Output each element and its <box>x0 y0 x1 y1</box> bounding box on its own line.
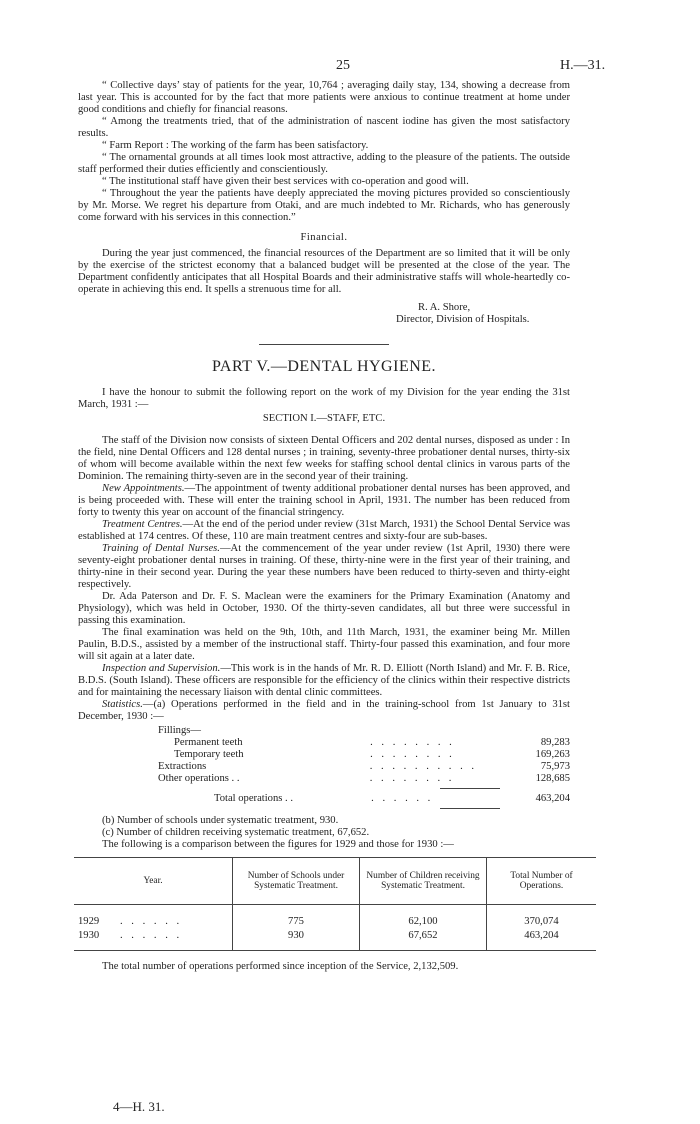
paragraph-statistics <box>78 699 570 723</box>
stat-total-row <box>78 793 570 805</box>
paragraph-collective-days: “ Collective days’ stay of patients for the year, 10,764 ; averaging daily stay, 134, showing a decrease from last year. This is accounted for by the fact that more patients were anxious to continue treatment at home under good conditions and chiefly for financial reasons. <box>78 80 570 115</box>
section-heading: SECTION I.—STAFF, ETC. <box>262 413 386 424</box>
paragraph-financial: During the year just commenced, the financial resources of the Department are so limited that it will be only by the exercise of the strictest economy that a balanced budget will be presented at the close of the year. The Department confidently anticipates that all Hospital Boards and their administrative staffs will whole-heartedly co-operate in achieving this end. It spells a strenuous time for all. <box>78 248 570 295</box>
stat-value: 128,685 <box>535 773 570 784</box>
signature-name: R. A. Shore, <box>418 302 471 313</box>
year-value: 1929 <box>78 916 100 927</box>
stat-row <box>78 737 570 749</box>
year-cell <box>74 915 233 929</box>
total-rule <box>440 808 500 809</box>
stat-value: 89,283 <box>540 737 570 748</box>
signature-title: Director, Division of Hospitals. <box>396 314 530 325</box>
stat-value: 169,263 <box>535 749 570 760</box>
header-children: Number of Children receiving Systematic Treatment. <box>360 858 487 905</box>
lead-statistics: Statistics. <box>102 699 143 710</box>
table-row <box>74 929 596 951</box>
children-cell: 67,652 <box>360 929 487 951</box>
year-value: 1930 <box>78 930 100 941</box>
leader-dots: . . . . . . . . <box>369 773 455 784</box>
paragraph-total-operations: The total number of operations performed since inception of the Service, 2,132,509. <box>102 961 459 972</box>
paragraph-institutional-staff: “ The institutional staff have given their best services with co-operation and good will. <box>102 176 469 187</box>
paragraph-primary-exam: Dr. Ada Paterson and Dr. F. S. Maclean were the examiners for the Primary Examination (Anatomy and Physiology), which was held in October, 1930. Of the thirty-seven candidates, all but three were successful in passing this examination. <box>78 591 570 626</box>
total-value: 463,204 <box>535 793 570 804</box>
document-reference: H.—31. <box>560 58 606 73</box>
part-heading: PART V.—DENTAL HYGIENE. <box>211 358 437 375</box>
text-treatment-centres: —At the end of the period under review (31st March, 1931) the School Dental Service was established at 174 centres. Of these, 110 are main treatment centres and sixty-four are sub-bases. <box>78 519 570 542</box>
leader-dots: . . . . . . <box>120 930 183 941</box>
table-header-row <box>74 858 596 905</box>
paragraph-introduction: I have the honour to submit the following report on the work of my Division for the year ending the 31st March, 1931 :— <box>78 387 570 410</box>
lead-new-appointments: New Appointments. <box>102 483 185 494</box>
paragraph-training <box>78 543 570 591</box>
text-statistics: —(a) Operations performed in the field and in the training-school from 1st January to 31st December, 1930 :— <box>78 699 570 722</box>
stat-row <box>78 761 570 773</box>
fillings-label: Fillings— <box>158 725 201 736</box>
stat-row <box>78 773 570 785</box>
operations-cell: 370,074 <box>487 915 597 929</box>
paragraph-grounds: “ The ornamental grounds at all times look most attractive, adding to the pleasure of the patients. The outside staff performed their duties efficiently and conscientiously. <box>78 152 570 175</box>
schools-cell: 775 <box>233 915 360 929</box>
leader-dots: . . . . . . <box>120 916 183 927</box>
page-body <box>78 80 573 973</box>
lead-training: Training of Dental Nurses. <box>102 543 220 554</box>
text-new-appointments: —The appointment of twenty additional probationer dental nurses has been approved, and is being proceeded with. These will enter the training school in April, 1931. The number has been reduced from forty to twenty this year on account of the financial stringency. <box>78 483 570 518</box>
table-row <box>74 915 596 929</box>
sum-rule <box>440 788 500 789</box>
comparison-table <box>74 857 596 951</box>
leader-dots: . . . . . . . . . . <box>369 761 478 772</box>
page-number: 25 <box>336 58 350 73</box>
operations-cell: 463,204 <box>487 929 597 951</box>
header-year: Year. <box>74 858 233 905</box>
paragraph-treatment-centres <box>78 519 570 543</box>
lead-inspection: Inspection and Supervision. <box>102 663 221 674</box>
text-training: —At the commencement of the year under review (1st April, 1930) there were seventy-eight probationer dental nurses in training. Of these, thirty-nine were in the first year of their training, and thirty-nine in their second year. During the year these numbers have been reduced to thirty-seven and thirty-eight respectively. <box>78 543 571 590</box>
text-inspection: —This work is in the hands of Mr. R. D. Elliott (North Island) and Mr. F. B. Rice, B.D.S. (South Island). These officers are responsible for the efficiency of the clinics within their respective districts and for maintaining the necessary liaison with dental clinic committees. <box>78 663 570 698</box>
stat-label: Extractions <box>158 761 207 772</box>
header-schools: Number of Schools under Systematic Treatment. <box>233 858 360 905</box>
schools-cell: 930 <box>233 929 360 951</box>
leader-dots: . . . . . . . . <box>370 749 455 760</box>
stat-label: Permanent teeth <box>174 737 243 748</box>
paragraph-treatments: “ Among the treatments tried, that of the administration of nascent iodine has given the most satisfactory results. <box>78 116 570 139</box>
financial-heading: Financial. <box>300 232 348 243</box>
paragraph-new-appointments <box>78 483 570 519</box>
total-label: Total operations . . <box>214 793 293 804</box>
stat-row <box>78 725 570 737</box>
paragraph-final-exam: The final examination was held on the 9th, 10th, and 11th March, 1931, the examiner being Mr. Millen Paulin, B.D.S., assisted by a member of the instructional staff. Thirty-four passed this examination, and four more will sit again at a later date. <box>78 627 570 662</box>
stat-label: Temporary teeth <box>174 749 244 760</box>
stat-value: 75,973 <box>540 761 570 772</box>
year-cell <box>74 929 233 951</box>
lead-treatment-centres: Treatment Centres. <box>102 519 183 530</box>
stat-row <box>78 749 570 761</box>
stat-schools: (b) Number of schools under systematic treatment, 930. <box>102 815 339 826</box>
header-operations: Total Number of Operations. <box>487 858 597 905</box>
children-cell: 62,100 <box>360 915 487 929</box>
statistics-list <box>78 725 570 809</box>
paragraph-moving-pictures: “ Throughout the year the patients have deeply appreciated the moving pictures provided so conscientiously by Mr. Morse. We regret his departure from Otaki, and are much indebted to Mr. Richards, who has generously come forward with his services in this connection.” <box>78 188 570 223</box>
section-divider <box>259 344 389 345</box>
paragraph-staff: The staff of the Division now consists of sixteen Dental Officers and 202 dental nurses, disposed as under : In the field, nine Dental Officers and 128 dental nurses ; in training, seventy-three probationer dental nurses, thirty-six of whom will become available within the next few weeks for staffing school dental clinics in varous parts of the Dominion. The remaining thirty-seven are in the second year of their training. <box>78 435 570 482</box>
paragraph-inspection <box>78 663 570 699</box>
stat-children: (c) Number of children receiving systematic treatment, 67,652. <box>102 827 370 838</box>
sheet-mark: 4—H. 31. <box>113 1099 165 1114</box>
paragraph-farm-report: “ Farm Report : The working of the farm has been satisfactory. <box>102 140 369 151</box>
comparison-intro: The following is a comparison between the figures for 1929 and those for 1930 :— <box>102 839 454 850</box>
stat-label: Other operations . . <box>158 773 240 784</box>
leader-dots: . . . . . . . . <box>370 737 455 748</box>
leader-dots: . . . . . . <box>371 793 434 804</box>
